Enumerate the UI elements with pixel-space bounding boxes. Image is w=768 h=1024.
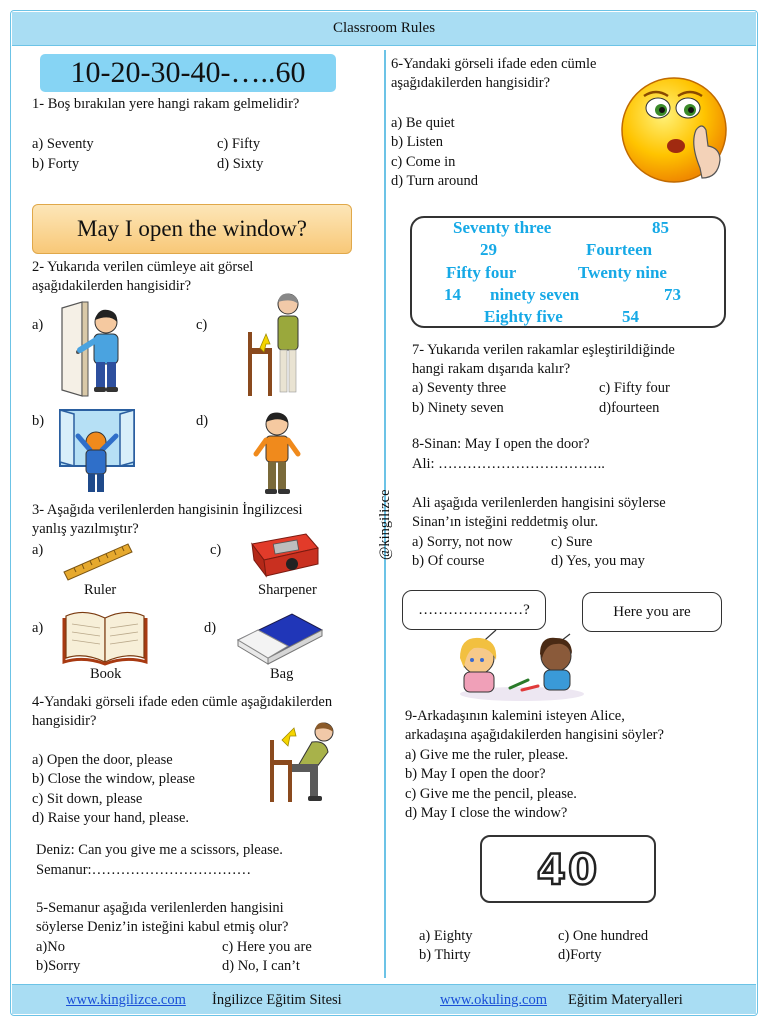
person-sitting-down-image (262, 720, 346, 804)
q6-question-line1: 6-Yandaki görseli ifade eden cümle (391, 56, 597, 72)
children-drawing-image (452, 628, 592, 702)
q4-option-b[interactable]: b) Close the window, please (32, 771, 195, 787)
q6-option-c[interactable]: c) Come in (391, 154, 456, 170)
ruler-caption: Ruler (84, 582, 117, 598)
q7-question-line2: hangi rakam dışarıda kalır? (412, 361, 571, 377)
watermark: @kingilizce (377, 489, 393, 560)
phrase-box (32, 204, 352, 254)
q9-option-a[interactable]: a) Give me the ruler, please. (405, 747, 569, 763)
number-fifty-four: Fifty four (446, 263, 517, 282)
book-image (62, 606, 148, 664)
speech-bubble-right (582, 592, 722, 632)
q4-option-c[interactable]: c) Sit down, please (32, 791, 143, 807)
q2-question-line1: 2- Yukarıda verilen cümleye ait görsel (32, 259, 254, 275)
q9-option-c[interactable]: c) Give me the pencil, please. (405, 786, 577, 802)
q9-option-b[interactable]: b) May I open the door? (405, 766, 546, 782)
q9-option-d[interactable]: d) May I close the window? (405, 805, 568, 821)
number-forty: 40 (536, 844, 600, 894)
footer-text-left: İngilizce Eğitim Sitesi (212, 992, 342, 1008)
q10-option-c[interactable]: c) One hundred (558, 928, 649, 944)
boy-standing-image[interactable] (248, 410, 306, 500)
number-29: 29 (480, 240, 497, 259)
number-fourteen: Fourteen (586, 240, 653, 259)
q6-option-a[interactable]: a) Be quiet (391, 115, 455, 131)
q1-option-c[interactable]: c) Fifty (217, 136, 261, 152)
q4-question-line1: 4-Yandaki görseli ifade eden cümle aşağıdakilerden (32, 694, 333, 710)
number-85: 85 (652, 218, 669, 237)
q8-option-d[interactable]: d) Yes, you may (551, 553, 645, 569)
q7-option-c[interactable]: c) Fifty four (599, 380, 670, 396)
q6-option-b[interactable]: b) Listen (391, 134, 443, 150)
q10-option-b[interactable]: b) Thirty (419, 947, 471, 963)
number-sequence-box (40, 54, 336, 92)
q2-option-a[interactable]: a) (32, 317, 44, 333)
number-ninety-seven: ninety seven (490, 285, 580, 304)
speech-bubble-left (402, 590, 546, 630)
bag-caption: Bag (270, 666, 294, 682)
number-54: 54 (622, 307, 639, 326)
number-eighty-five: Eighty five (484, 307, 563, 326)
q8-dialog-sinan: 8-Sinan: May I open the door? (412, 436, 590, 452)
eraser-image (234, 610, 326, 666)
q8-dialog-ali: Ali: …………………………….. (412, 456, 605, 472)
child-opening-window-image[interactable] (58, 406, 136, 496)
footer-bar (12, 984, 756, 1014)
q1-option-a[interactable]: a) Seventy (32, 136, 94, 152)
q6-option-d[interactable]: d) Turn around (391, 173, 479, 189)
shush-smiley-image (620, 74, 736, 186)
q7-option-d[interactable]: d)fourteen (599, 400, 660, 416)
q9-question-line2: arkadaşına aşağıdakilerden hangisini söyler? (405, 727, 664, 743)
number-14: 14 (444, 285, 461, 304)
q3-option-c[interactable]: c) (210, 542, 222, 558)
q5-option-b[interactable]: b)Sorry (36, 958, 81, 974)
q9-question-line1: 9-Arkadaşının kalemini isteyen Alice, (405, 708, 625, 724)
header-bar (12, 12, 756, 46)
number-sequence: 10-20-30-40-…..60 (70, 56, 306, 89)
q3-question-line1: 3- Aşağıda verilenlerden hangisinin İngilizcesi (32, 502, 303, 518)
man-standing-by-chair-image[interactable] (242, 292, 306, 398)
footer-text-right: Eğitim Materyalleri (568, 992, 683, 1008)
q5-question-line1: 5-Semanur aşağıda verilenlerden hangisini (36, 900, 284, 916)
q3-option-d[interactable]: d) (204, 620, 217, 636)
boy-opening-door-image[interactable] (58, 300, 128, 400)
q2-question-line2: aşağıdakilerden hangisidir? (32, 278, 192, 294)
footer-link-okuling[interactable]: www.okuling.com (440, 992, 547, 1008)
q2-option-d[interactable]: d) (196, 413, 209, 429)
phrase-text: May I open the window? (77, 216, 307, 241)
ruler-image (62, 542, 134, 582)
q7-option-a[interactable]: a) Seventy three (412, 380, 507, 396)
q4-option-d[interactable]: d) Raise your hand, please. (32, 810, 190, 826)
number-twenty-nine: Twenty nine (578, 263, 667, 282)
q5-dialog-deniz: Deniz: Can you give me a scissors, please. (36, 842, 283, 858)
number-seventy-three: Seventy three (453, 218, 552, 237)
q2-option-b[interactable]: b) (32, 413, 45, 429)
q8-option-c[interactable]: c) Sure (551, 534, 593, 550)
q8-question-line2: Sinan’ın isteğini reddetmiş olur. (412, 514, 599, 530)
sharpener-caption: Sharpener (258, 582, 317, 598)
q5-question-line2: söylerse Deniz’in isteğini kabul etmiş olur? (36, 919, 289, 935)
q8-option-a[interactable]: a) Sorry, not now (412, 534, 513, 550)
q4-option-a[interactable]: a) Open the door, please (32, 752, 173, 768)
q5-option-a[interactable]: a)No (36, 939, 65, 955)
footer-link-kingilizce[interactable]: www.kingilizce.com (66, 992, 186, 1008)
page-title: Classroom Rules (332, 20, 436, 36)
q4-question-line2: hangisidir? (32, 713, 97, 729)
q1-option-b[interactable]: b) Forty (32, 156, 80, 172)
q3-option-a-book[interactable]: a) (32, 620, 44, 636)
q3-question-line2: yanlış yazılmıştır? (32, 521, 139, 537)
q8-option-b[interactable]: b) Of course (412, 553, 485, 569)
q7-option-b[interactable]: b) Ninety seven (412, 400, 504, 416)
q5-dialog-semanur: Semanur:…………………………… (36, 862, 252, 878)
q10-option-a[interactable]: a) Eighty (419, 928, 473, 944)
q2-option-c[interactable]: c) (196, 317, 208, 333)
q8-question-line1: Ali aşağıda verilenlerden hangisini söylerse (412, 495, 666, 511)
speech-bubble-left-text: …………………? (418, 601, 530, 618)
number-73: 73 (664, 285, 681, 304)
q3-option-a-ruler[interactable]: a) (32, 542, 44, 558)
q6-question-line2: aşağıdakilerden hangisidir? (391, 75, 551, 91)
q7-question-line1: 7- Yukarıda verilen rakamlar eşleştirildiğinde (412, 342, 675, 358)
q5-option-d[interactable]: d) No, I can’t (222, 958, 300, 974)
speech-bubble-right-text: Here you are (613, 603, 691, 620)
q5-option-c[interactable]: c) Here you are (222, 939, 312, 955)
book-caption: Book (90, 666, 122, 682)
q1-option-d[interactable]: d) Sixty (217, 156, 264, 172)
number-forty-box (480, 835, 656, 903)
sharpener-image (246, 530, 322, 580)
q10-option-d[interactable]: d)Forty (558, 947, 602, 963)
q1-question: 1- Boş bırakılan yere hangi rakam gelmelidir? (32, 96, 300, 112)
